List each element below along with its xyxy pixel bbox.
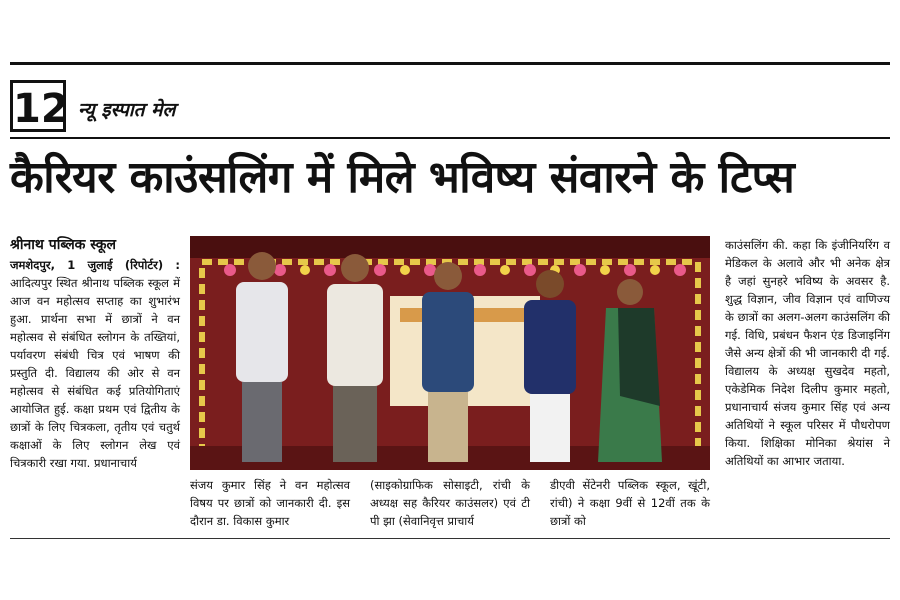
group-photo xyxy=(190,236,710,470)
top-rule xyxy=(10,62,890,65)
newspaper-name: न्यू इस्पात मेल xyxy=(78,99,176,121)
article-column-right: काउंसलिंग की. कहा कि इंजीनियरिंग व मेडिकल के अलावे और भी अनेक क्षेत्र है जहां सुनहरे भविष्य के अवसर है. शुद्ध विज्ञान, जीव विज्ञान एवं वाणिज्य के छात्रों का अलग-अलग काउंसलिंग की गई. विधि, प्रबंधन फैशन एंड डिजाइनिंग जैसे अन्य क्षेत्रों की भी जानकारी दी गई. विद्यालय के अध्यक्ष सुखदेव महतो, एकेडेमिक निदेश दिलीप कुमार महतो, प्रधानाचार्य संजय कुमार सिंह एवं अन्य अतिथियों ने स्कूल परिसर में पौधरोपण किया. शिक्षिका मोनिका श्रेयांस ने अतिथियों का आभार जताया. xyxy=(725,238,890,468)
article-column-1 xyxy=(10,236,180,472)
masthead-rule xyxy=(10,137,890,139)
article-text-col3: (साइकोग्राफिक सोसाइटी, रांची के अध्यक्ष सह कैरियर काउंसलर) एवं टी पी झा (सेवानिवृत्त प्राचार्य xyxy=(370,478,530,528)
bottom-rule xyxy=(10,538,890,539)
headline: कैरियर काउंसलिंग में मिले भविष्य संवारने के टिप्स xyxy=(10,152,795,203)
article-subhead: श्रीनाथ पब्लिक स्कूल xyxy=(10,237,116,253)
dateline: जमशेदपुर, 1 जुलाई (रिपोर्टर) : xyxy=(10,258,180,272)
article-text-col4: डीएवी सेंटेनरी पब्लिक स्कूल, खूंटी, रांची) ने कक्षा 9वीं से 12वीं तक के छात्रों को xyxy=(550,478,710,528)
page-number: 12 xyxy=(10,80,66,132)
photo-illustration xyxy=(190,236,710,470)
article-text-col2: संजय कुमार सिंह ने वन महोत्सव विषय पर छात्रों को जानकारी दी. इस दौरान डा. विकास कुमार xyxy=(190,478,350,528)
article-text-col1: आदित्यपुर स्थित श्रीनाथ पब्लिक स्कूल में आज वन महोत्सव सप्ताह का शुभारंभ हुआ. प्रार्थना सभा में छात्रों ने वन महोत्सव से संबंधित स्लोगन के तख्तियां, पर्यावरण संबंधी चित्र एवं भाषण की प्रस्तुति दी. विद्यालय की ओर से वन महोत्सव से संबंधित कई प्रतियोगिताएं आयोजित हुई. कक्षा प्रथम एवं द्वितीय के छात्रों के लिए चित्रकला, तृतीय एवं चतुर्थ कक्षाओं के लिए स्लोगन लेख एवं चित्रकारी रखा गया. प्रधानाचार्य xyxy=(10,276,180,470)
